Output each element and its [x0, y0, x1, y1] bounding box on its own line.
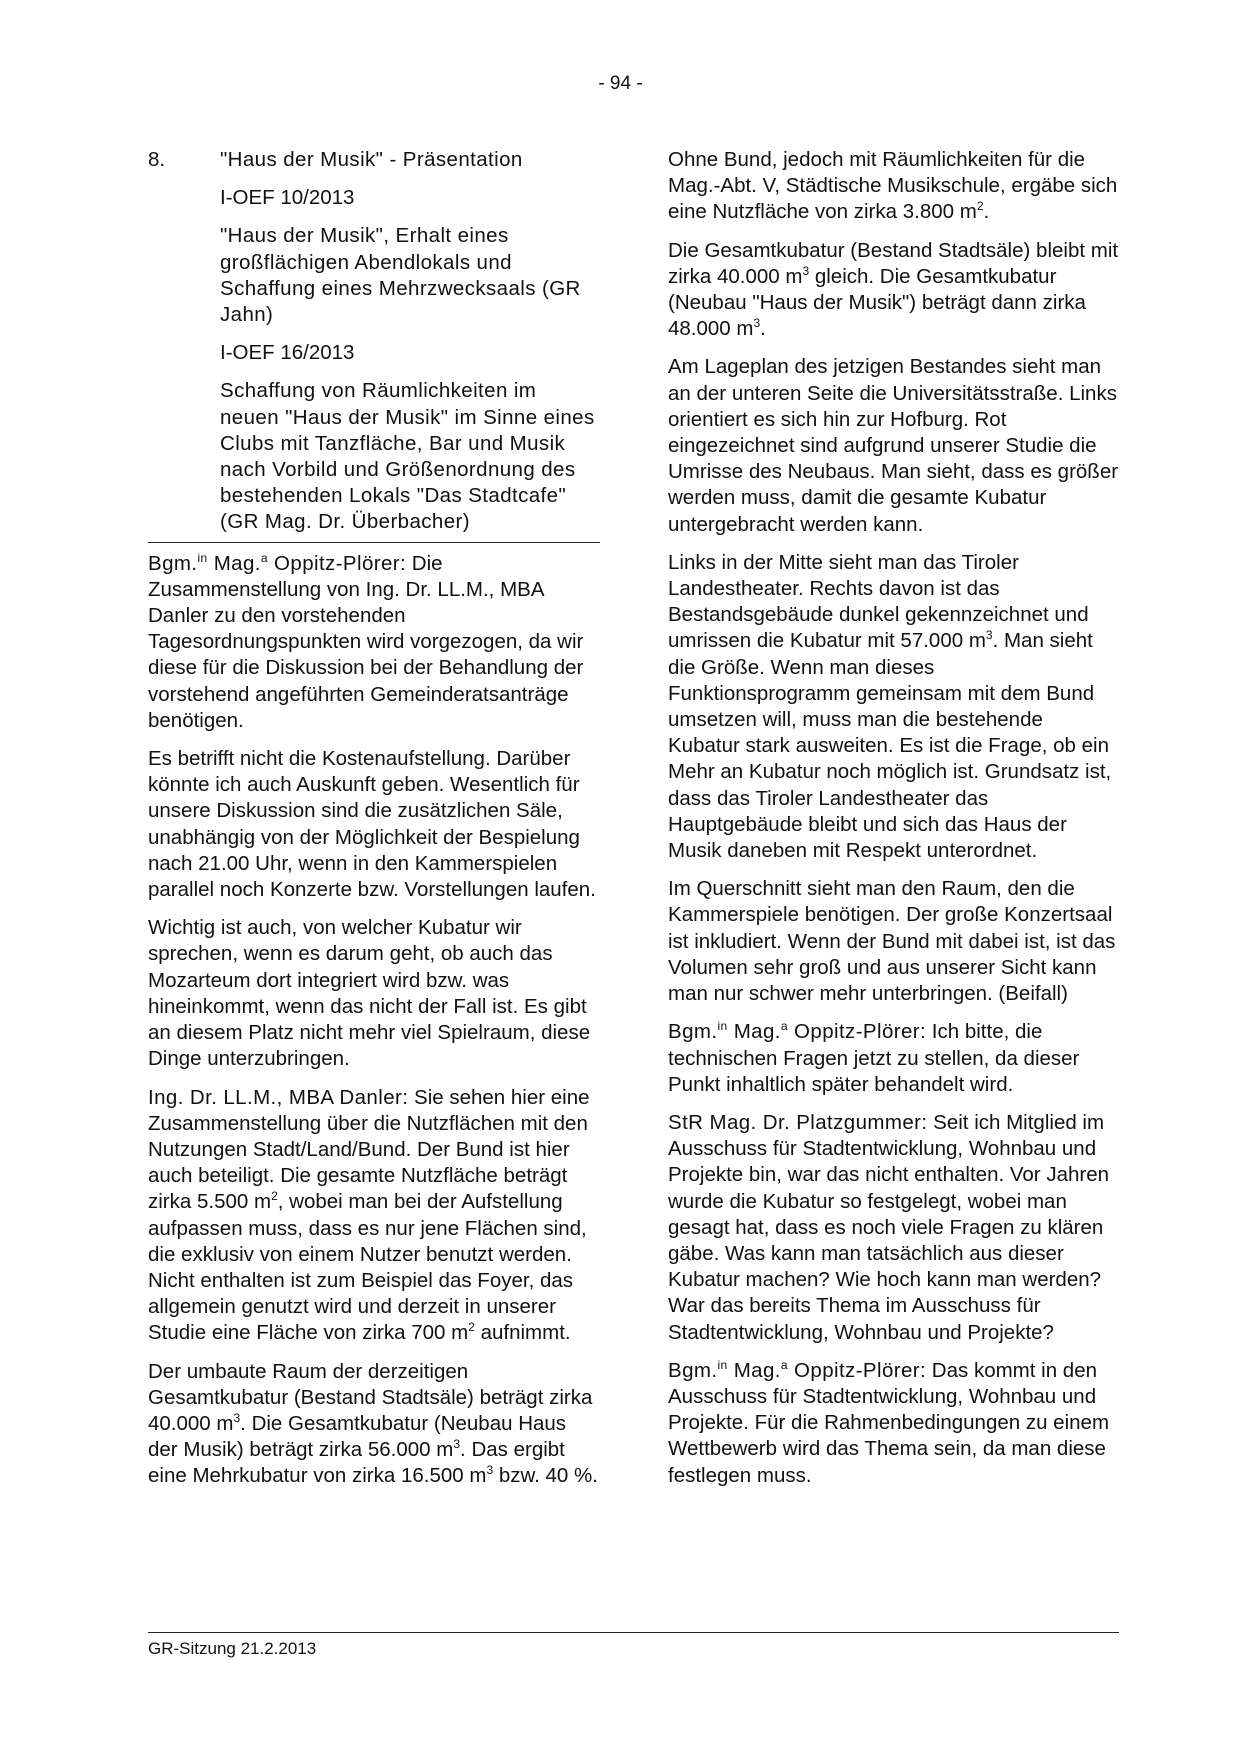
paragraph	[668, 550, 1120, 864]
paragraph-text: . Die Gesamtkubatur (Neubau Haus der Musik) beträgt zirka 56.000 m	[148, 1411, 567, 1462]
superscript: 3	[802, 263, 810, 278]
speaker	[668, 1020, 926, 1043]
superscript: a	[260, 550, 268, 565]
footer-divider	[148, 1632, 1119, 1633]
superscript: a	[780, 1357, 788, 1372]
agenda-desc-2: Schaffung von Räumlichkeiten im neuen "Haus der Musik" im Sinne eines Clubs mit Tanzfläche, Bar und Musik nach Vorbild und Größenordnung des bestehenden Lokals "Das Stadtcafe" (GR Mag. Dr. Überbacher)	[220, 379, 595, 534]
speaker	[148, 552, 406, 575]
paragraph-text: .	[983, 200, 990, 224]
paragraph-text: aufnimmt.	[474, 1321, 571, 1345]
paragraph	[148, 1359, 600, 1490]
paragraph	[668, 1358, 1120, 1489]
paragraph-text: Ohne Bund, jedoch mit Räumlichkeiten für die Mag.-Abt. V, Städtische Musikschule, ergäbe sich eine Nutzfläche von zirka 3.800 m	[668, 148, 1118, 224]
paragraph-text: .	[760, 317, 766, 341]
paragraph-text: Die Gesamtkubatur (Bestand Stadtsäle) bleibt mit zirka 40.000 m	[668, 238, 1119, 288]
paragraph	[668, 147, 1120, 226]
paragraph-text: Seit ich Mitglied im Ausschuss für Stadtentwicklung, Wohnbau und Projekte bin, war das nicht enthalten. Vor Jahren wurde die Kubatur so festgelegt, wobei man gesagt hat, dass es noch viele Fragen zu klären gäbe. Was kann man tatsächlich aus dieser Kubatur machen? Wie hoch kann man werden? War das bereits Thema im Ausschuss für Stadtentwicklung, Wohnbau und Projekte?	[668, 1110, 1110, 1344]
paragraph	[668, 1110, 1120, 1346]
speaker-part: Mag.	[727, 1020, 781, 1044]
speaker: Ing. Dr. LL.M., MBA Danler:	[148, 1085, 409, 1109]
paragraph	[668, 1019, 1120, 1098]
superscript: 3	[453, 1437, 461, 1452]
paragraph: Wichtig ist auch, von welcher Kubatur wir sprechen, wenn es darum geht, ob auch das Mozarteum dort integriert wird bzw. was hineinkommt, wenn das nicht der Fall ist. Es gibt an diesem Platz nicht mehr viel Spielraum, diese Dinge unterzubringen.	[148, 916, 591, 1071]
paragraph-text: . Das ergibt eine Mehrkubatur von zirka 16.500 m	[148, 1438, 565, 1488]
agenda-title: "Haus der Musik" - Präsentation	[220, 148, 523, 171]
superscript: 3	[486, 1463, 494, 1478]
paragraph: Es betrifft nicht die Kostenaufstellung. Darüber könnte ich auch Auskunft geben. Wesentlich für unsere Diskussion sind die zusätzlichen Säle, unabhängig von der Möglichkeit der Bespielung nach 21.00 Uhr, wenn in den Kammerspielen parallel noch Konzerte bzw. Vorstellungen laufen.	[148, 747, 596, 902]
speaker	[668, 1359, 926, 1382]
paragraph-text: gleich. Die Gesamtkubatur (Neubau "Haus der Musik") beträgt dann zirka 48.000 m	[668, 264, 1086, 341]
paragraph	[148, 551, 600, 734]
agenda-desc-1: "Haus der Musik", Erhalt eines großflächigen Abendlokals und Schaffung eines Mehrzwecksaals (GR Jahn)	[220, 224, 581, 327]
agenda-number: 8.	[148, 148, 166, 171]
speaker-part: Oppitz-Plörer:	[267, 551, 407, 575]
paragraph-text: Links in der Mitte sieht man das Tiroler Landestheater. Rechts davon ist das Bestandsgebäude dunkel gekennzeichnet und umrissen die Kubatur mit 57.000 m	[668, 550, 1089, 653]
footer-text: GR-Sitzung 21.2.2013	[148, 1639, 317, 1658]
agenda-ref-1: I-OEF 10/2013	[220, 186, 355, 210]
superscript: in	[717, 1019, 728, 1034]
paragraph-text: Ich bitte, die technischen Fragen jetzt zu stellen, da dieser Punkt inhaltlich später behandelt wird.	[668, 1020, 1080, 1096]
paragraph-text: Sie sehen hier eine Zusammenstellung über die Nutzflächen mit den Nutzungen Stadt/Land/Bund. Der Bund ist hier auch beteiligt. Die gesamte Nutzfläche beträgt zirka 5.500 m	[148, 1085, 590, 1214]
speaker-part: Oppitz-Plörer:	[787, 1020, 927, 1044]
superscript: in	[717, 1357, 728, 1372]
speaker-part: Bgm.	[148, 551, 198, 575]
paragraph	[668, 238, 1120, 343]
speaker: StR Mag. Dr. Platzgummer:	[668, 1110, 928, 1134]
paragraph-text: Das kommt in den Ausschuss für Stadtentwicklung, Wohnbau und Projekte. Für die Rahmenbedingungen zu einem Wettbewerb wird das Thema sein, da man diese festlegen muss.	[668, 1358, 1110, 1487]
speaker-part: Oppitz-Plörer:	[787, 1358, 927, 1382]
speaker-part: Bgm.	[668, 1358, 718, 1382]
speaker-part: Mag.	[727, 1358, 781, 1382]
paragraph-text: , wobei man bei der Aufstellung aufpassen muss, dass es nur jene Flächen sind, die exklusiv von einem Nutzer benutzt werden. Nicht enthalten ist zum Beispiel das Foyer, das allgemein genutzt wird und derzeit in unserer Studie eine Fläche von zirka 700 m	[148, 1190, 587, 1345]
superscript: 3	[753, 316, 761, 331]
superscript: 2	[271, 1189, 278, 1204]
agenda-ref-2: I-OEF 16/2013	[220, 341, 355, 365]
superscript: in	[197, 550, 208, 565]
agenda-item	[148, 147, 600, 543]
paragraph-text: . Man sieht die Größe. Wenn man dieses Funktionsprogramm gemeinsam mit dem Bund umsetzen will, muss man die bestehende Kubatur stark ausweiten. Es ist die Frage, ob ein Mehr an Kubatur noch möglich ist. Grundsatz ist, dass das Tiroler Landestheater das Hauptgebäude bleibt und sich das Haus der Musik daneben mit Respekt unterordnet.	[668, 629, 1112, 863]
agenda-body	[220, 147, 600, 536]
speaker-part: Bgm.	[668, 1020, 718, 1044]
superscript: a	[780, 1019, 788, 1034]
speaker-part: Mag.	[207, 551, 261, 575]
paragraph: Im Querschnitt sieht man den Raum, den die Kammerspiele benötigen. Der große Konzertsaal ist inkludiert. Wenn der Bund mit dabei ist, ist das Volumen sehr groß und aus unserer Sicht kann man nur schwer mehr unterbringen. (Beifall)	[668, 877, 1116, 1006]
paragraph-text: Der umbaute Raum der derzeitigen Gesamtkubatur (Bestand Stadtsäle) beträgt zirka 40.000 m	[148, 1359, 593, 1435]
paragraph	[148, 1085, 600, 1347]
paragraph: Am Lageplan des jetzigen Bestandes sieht man an der unteren Seite die Universitätsstraße. Links orientiert es sich hin zur Hofburg. Rot eingezeichnet sind aufgrund unserer Studie die Umrisse des Neubaus. Man sieht, dass es größer werden muss, damit die gesamte Kubatur untergebracht werden kann.	[668, 355, 1119, 536]
right-column	[668, 147, 1120, 1501]
superscript: 2	[976, 199, 984, 214]
superscript: 2	[468, 1320, 475, 1335]
left-column	[148, 147, 600, 1502]
page-number: - 94 -	[598, 73, 643, 94]
paragraph-text: Die Zusammenstellung von Ing. Dr. LL.M., MBA Danler zu den vorstehenden Tagesordnungspunkten wird vorgezogen, da wir diese für die Diskussion bei der Behandlung der vorstehend angeführten Gemeinderatsanträge benötigen.	[148, 551, 584, 732]
paragraph-text: bzw. 40 %.	[493, 1464, 598, 1488]
superscript: 3	[985, 628, 993, 643]
superscript: 3	[233, 1411, 241, 1426]
